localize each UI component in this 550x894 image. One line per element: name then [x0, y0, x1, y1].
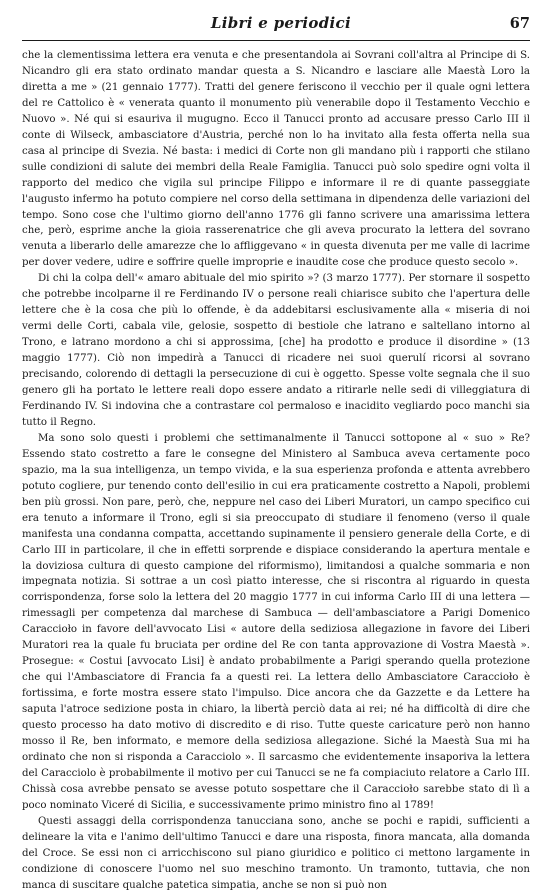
paragraph: Questi assaggi della corrispondenza tanucciana sono, anche se pochi e rapidi, sufficienti a delineare la vita e l'animo dell'ultimo Tanucci e dare una risposta, finora mancata, alla domanda del Croce. Se essi non ci arricchiscono sul piano giuridico e politico ci mettono largamente in condizione di conoscere l'uomo nel suo meschino tramonto. Un tramonto, tuttavia, che non manca di suscitare qualche patetica simpatia, anche se non si può non	[22, 815, 530, 891]
header-rule	[22, 40, 530, 41]
page-number: 67	[509, 15, 530, 32]
paragraph: Ma sono solo questi i problemi che settimanalmente il Tanucci sottopone al « suo » Re? Essendo stato costretto a fare le consegne del Ministero al Sambuca aveva certamente poco spazio, ma la sua intelligenza, un tempo vivida, e la sua esperienza profonda e attenta avrebbero potuto cogliere, pur tenendo conto dell'esilio in cui era praticamente costretto a Napoli, problemi ben più grossi. Non pare, però, che, neppure nel caso dei Liberi Muratori, un campo specifico cui era tenuto a informare il Trono, egli si sia preoccupato di studiare il fenomeno (verso il quale manifesta una condanna compatta, accettando supinamente il pensiero generale della Corte, e di Carlo III in particolare, il che in effetti sorprende e dispiace considerando la apertura mentale e la doviziosa cultura di questo campione del riformismo), limitandosi a qualche sommaria e non impegnata notizia. Si sottrae a un così piatto interesse, che si riscontra al riguardo in questa corrispondenza, forse solo la lettera del 20 maggio 1777 in cui informa Carlo III di una lettera — rimessagli per competenza dal marchese di Sambuca — dell'ambasciatore a Parigi Domenico Caraccioło in favore dell'avvocato Lisi « autore della sediziosa allegazione in favore dei Liberi Muratori rea la quale fu bruciata per ordine del Re con tanta approvazione di Vostra Maestà ». Prosegue: « Costui [avvocato Lisi] è andato probabilmente a Parigi sperando quella protezione che qui l'Ambasciatore di Francia fa a questi rei. La lettera dello Ambasciatore Caraccioło è fortissima, e forte mostra essere stato l'impulso. Dice ancora che da Gazzette e da Lettere ha saputa l'atroce sedizione posta in chiaro, la libertà perciò data ai rei; né ha difficoltà di dire che questo processo ha dato motivo di discredito e di riso. Tutte queste caricature però non hanno mosso il Re, ben informato, e memore della sediziosa allegazione. Siché la Maestà Sua mi ha ordinato che non si risponda a Caracciolo ». Il sarcasmo che evidentemente insaporiva la lettera del Caracciolo è probabilmente il motivo per cui Tanucci se ne fa compiaciuto relatore a Carlo III. Chissà cosa avrebbe pensato se avesse potuto sospettare che il Caraccioło sarebbe stato di lì a poco nominato Viceré di Sicilia, e successivamente primo ministro fino al 1789!	[22, 432, 530, 811]
running-header	[22, 14, 530, 38]
paragraph: che la clementissima lettera era venuta e che presentandola ai Sovrani coll'altra al Principe di S. Nicandro gli era stato ordinato mandar questa a S. Nicandro e lasciare alle Maestà Loro la diretta a me » (21 gennaio 1777). Tratti del genere feriscono il vecchio per il quale ogni lettera del re Cattolico è « venerata quanto il monumento più venerabile dopo il Testamento Vecchio e Nuovo ». Né qui si esauriva il mugugno. Ecco il Tanucci pronto ad accusare presso Carlo III il conte di Wilseck, ambasciatore d'Austria, perché non lo ha invitato alla festa offerta nella sua casa al principe di Svezia. Né basta: i medici di Corte non gli mandano più i rapporti che stilano sulle condizioni di salute dei membri della Reale Famiglia. Tanucci può solo spedire ogni volta il rapporto del medico che vigila sul principe Filippo e informare il re di quante passeggiate l'augusto infermo ha potuto compiere nel corso della settimana in dipendenza delle variazioni del tempo. Sono cose che l'ultimo giorno dell'anno 1776 gli fanno scrivere una amarissima lettera che, però, esprime anche la gioia rasserenatrice che gli aveva procurato la lettera del sovrano venuta a liberarlo delle amarezze che lo affliggevano « in questa divenuta per me valle di lacrime per dover vedere, udire e soffrire quelle improprie e inaudite cose che produce questo secolo ».	[22, 50, 530, 269]
body-text	[22, 48, 530, 891]
running-title: Libri e periodici	[210, 14, 351, 32]
paragraph: Di chi la colpa dell'« amaro abituale del mio spirito »? (3 marzo 1777). Per stornare il sospetto che potrebbe incolparne il re Ferdinando IV o persone reali chiarisce subito che l'apertura delle lettere che è la cosa che più lo offende, è da addebitarsi esclusivamente alla « miseria di noi vermi delle Corti, cabala vile, gelosie, sospetto di bestiole che latrano e saltellano intorno al Trono, e latrano mordono a chi si approssima, [che] ha prodotto e produce il disordine » (13 maggio 1777). Ciò non impedirà a Tanucci di ricadere nei suoi querulí ricorsi al sovrano precisando, colorendo di dettagli la persecuzione di cui è oggetto. Spesse volte segnala che il suo genero gli ha portato le lettere reali dopo essere andato a ritirarle nelle sedi di villeggiatura di Ferdinando IV. Si indovina che a contrastare col permaloso e inacidito vegliardo poco manchi sia tutto il Regno.	[22, 273, 530, 428]
